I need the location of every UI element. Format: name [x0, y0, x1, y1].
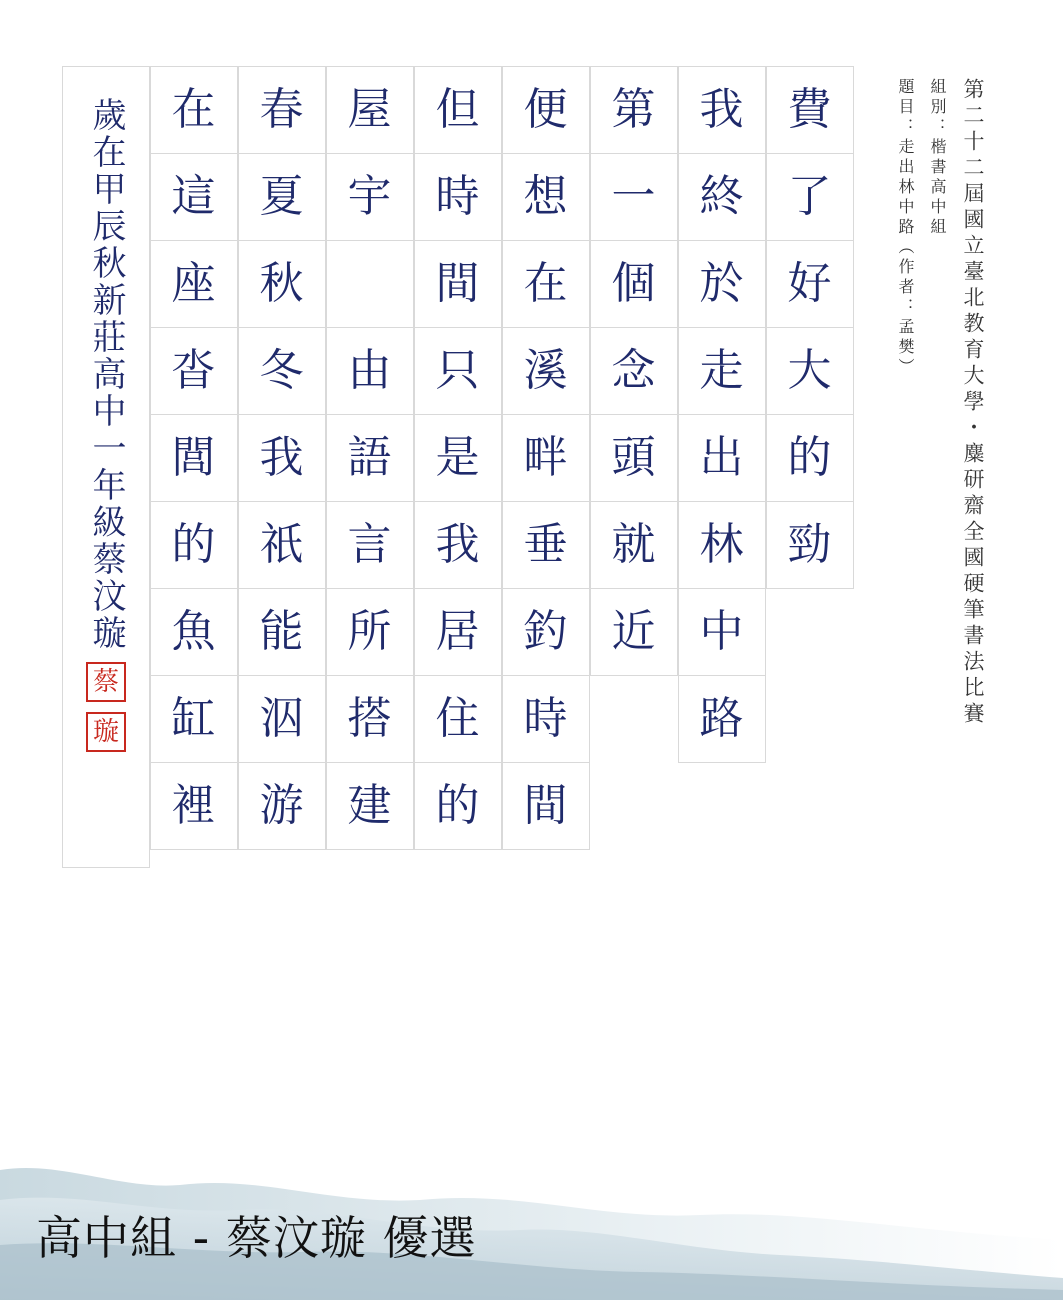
grid-cell: 冬: [238, 327, 326, 415]
grid-cell: 念: [590, 327, 678, 415]
grid-cell: 出: [678, 414, 766, 502]
signature-text: 歲在甲辰秋新莊高中一年級蔡汶璇: [86, 97, 126, 652]
grid-column: [502, 66, 589, 849]
grid-cell: 好: [766, 240, 854, 328]
grid-cell: 林: [678, 501, 766, 589]
grid-column: [414, 66, 501, 849]
grid-cell: 時: [502, 675, 590, 763]
grid-cell: 居: [414, 588, 502, 676]
signature-column: [62, 66, 150, 868]
grid-cell: 屋: [326, 66, 414, 154]
award-caption: 高中組 - 蔡汶璇 優選: [36, 1211, 477, 1265]
grid-cell: 費: [766, 66, 854, 154]
grid-cell: 時: [414, 153, 502, 241]
grid-cell: 第: [590, 66, 678, 154]
grid-cell: 泅: [238, 675, 326, 763]
grid-cell: 是: [414, 414, 502, 502]
grid-cell: 勁: [766, 501, 854, 589]
grid-cell: 釣: [502, 588, 590, 676]
grid-column: [766, 66, 853, 588]
grid-cell: 在: [150, 66, 238, 154]
grid-cell: 的: [150, 501, 238, 589]
grid-column: [150, 66, 237, 849]
grid-cell: 由: [326, 327, 414, 415]
grid-cell: 祇: [238, 501, 326, 589]
grid-cell: 走: [678, 327, 766, 415]
grid-cell: 裡: [150, 762, 238, 850]
grid-cell: 言: [326, 501, 414, 589]
seal-stamp-2: 璇: [86, 712, 126, 752]
grid-cell: 大: [766, 327, 854, 415]
grid-cell: 夏: [238, 153, 326, 241]
grid-cell: 缸: [150, 675, 238, 763]
grid-cell: 沓: [150, 327, 238, 415]
grid-cell: 只: [414, 327, 502, 415]
grid-cell: [326, 240, 414, 328]
grid-cell: 便: [502, 66, 590, 154]
grid-cell: 中: [678, 588, 766, 676]
grid-cell: 語: [326, 414, 414, 502]
grid-cell: 就: [590, 501, 678, 589]
grid-column: [590, 66, 677, 675]
grid-cell: 溪: [502, 327, 590, 415]
grid-cell: 我: [238, 414, 326, 502]
grid-cell: 路: [678, 675, 766, 763]
grid-cell: 一: [590, 153, 678, 241]
grid-cell: 間: [414, 240, 502, 328]
grid-cell: 所: [326, 588, 414, 676]
grid-cell: 於: [678, 240, 766, 328]
grid-cell: 宇: [326, 153, 414, 241]
grid-cell: 能: [238, 588, 326, 676]
grid-cell: 垂: [502, 501, 590, 589]
grid-cell: 建: [326, 762, 414, 850]
grid-column: [678, 66, 765, 762]
grid-cell: 在: [502, 240, 590, 328]
grid-cell: 個: [590, 240, 678, 328]
grid-cell: 但: [414, 66, 502, 154]
group-label: 組別：楷書高中組: [928, 78, 947, 238]
grid-cell: 這: [150, 153, 238, 241]
grid-cell: 畔: [502, 414, 590, 502]
grid-cell: 頭: [590, 414, 678, 502]
grid-cell: 的: [414, 762, 502, 850]
grid-cell: 閭: [150, 414, 238, 502]
grid-cell: 春: [238, 66, 326, 154]
grid-cell: 我: [678, 66, 766, 154]
grid-cell: 了: [766, 153, 854, 241]
grid-cell: 秋: [238, 240, 326, 328]
grid-cell: 想: [502, 153, 590, 241]
grid-column: [238, 66, 325, 849]
grid-cell: 的: [766, 414, 854, 502]
grid-cell: 搭: [326, 675, 414, 763]
grid-cell: 我: [414, 501, 502, 589]
grid-column: [326, 66, 413, 849]
competition-title: 第二十二屆國立臺北教育大學・麋研齋全國硬筆書法比賽: [961, 78, 985, 728]
grid-cell: 間: [502, 762, 590, 850]
grid-cell: 近: [590, 588, 678, 676]
grid-cell: 終: [678, 153, 766, 241]
grid-cell: 住: [414, 675, 502, 763]
grid-cell: 魚: [150, 588, 238, 676]
grid-cell: 游: [238, 762, 326, 850]
topic-label: 題目：走出林中路（作者：孟樊）: [896, 78, 915, 378]
seal-stamp-1: 蔡: [86, 662, 126, 702]
grid-cell: 座: [150, 240, 238, 328]
